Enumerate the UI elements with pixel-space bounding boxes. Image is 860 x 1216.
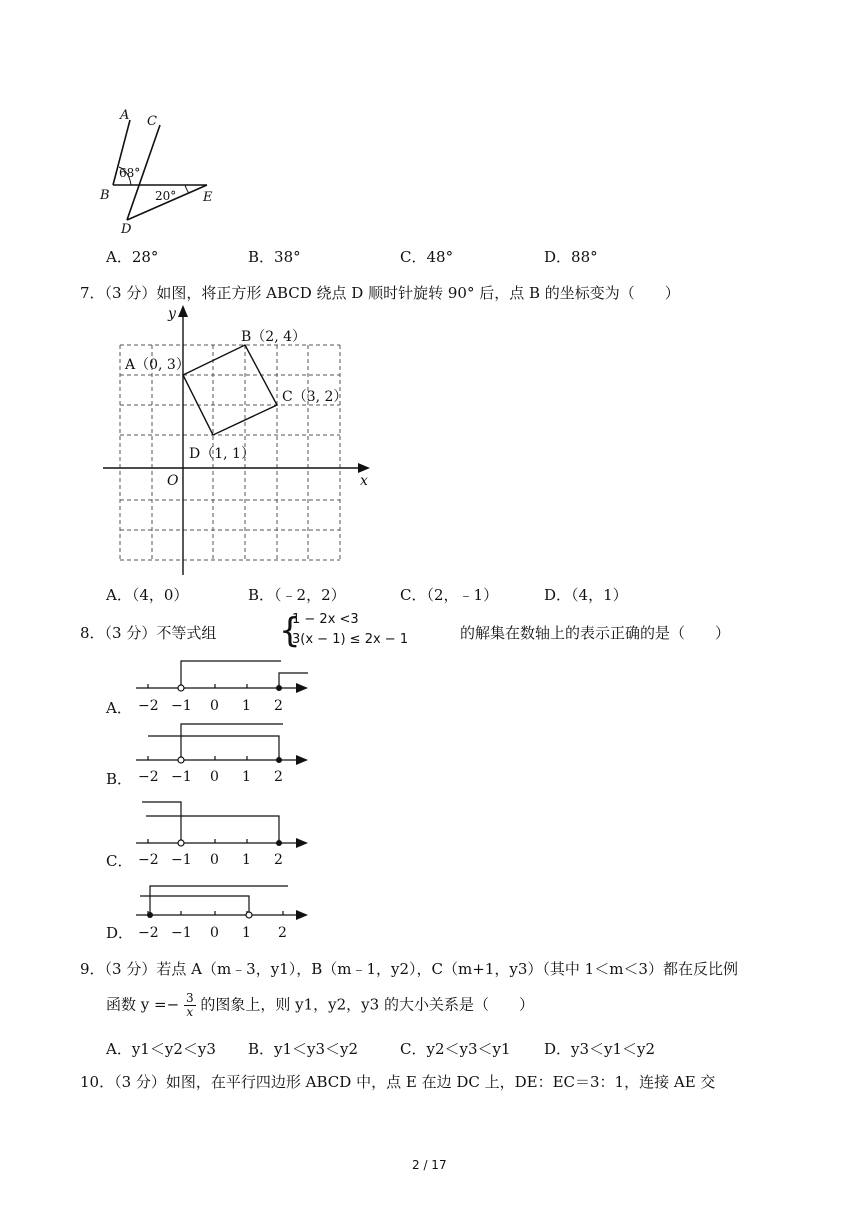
q7-number: 7． [80,284,105,302]
q8-inequality-2: 3(x − 1) ≤ 2x − 1 [292,632,409,647]
q9-line2-suffix: 的图象上，则 y1，y2，y3 的大小关系是（ ） [200,995,534,1014]
tick-label: −2 [138,852,159,868]
tick-label: −2 [138,769,159,785]
angle-figure [95,105,225,240]
tick-label: 0 [210,769,219,785]
tick-label: 1 [242,925,251,941]
q7-option-d[interactable]: D．（4，1） [544,586,628,604]
q10-text: 如图，在平行四边形 ABCD 中，点 E 在边 DC 上，DE：EC＝3：1，连接 AE 交 [165,1073,716,1091]
q8-suffix: 的解集在数轴上的表示正确的是（ ） [460,624,731,642]
angle-68-label: 68° [119,166,141,180]
label-A: A [120,108,130,123]
q6-option-d[interactable]: D．88° [544,248,598,266]
q8-brace: { [279,611,301,651]
tick-label: 0 [210,698,219,714]
point-b-label: B（2, 4） [241,329,307,345]
question-8 [80,622,216,643]
q6-option-a[interactable]: A．28° [106,248,159,266]
question-10 [80,1071,715,1092]
q9-option-c[interactable]: C．y2＜y3＜y1 [400,1040,511,1058]
page-number: 2 / 17 [412,1158,447,1172]
q9-line1: 若点 A（m﹣3，y1），B（m﹣1，y2），C（m+1，y3）（其中 1＜m＜3）都在反比例 [156,960,738,978]
number-line-c[interactable] [128,798,313,868]
tick-label: 2 [274,769,283,785]
q7-score: （3 分） [104,284,157,302]
y-axis-label: y [168,306,176,322]
q9-score: （3 分） [104,960,157,978]
q8-inequality-1: 1 − 2x <3 [292,612,359,627]
q9-number: 9． [80,960,105,978]
tick-label: −2 [138,925,159,941]
point-c-label: C（3, 2） [282,389,348,405]
label-E: E [203,190,213,205]
q8-option-d-letter[interactable]: D． [106,924,134,942]
tick-label: 1 [242,698,251,714]
q7-text: 如图，将正方形 ABCD 绕点 D 顺时针旋转 90° 后，点 B 的坐标变为（ ） [156,284,680,302]
q8-score: （3 分） [104,624,157,642]
q8-number: 8． [80,624,105,642]
coordinate-grid-figure [95,300,385,580]
tick-label: 2 [274,852,283,868]
tick-label: −1 [171,925,192,941]
q9-option-a[interactable]: A．y1＜y2＜y3 [106,1040,216,1058]
number-line-a[interactable] [128,655,313,717]
angle-20-label: 20° [155,189,177,203]
label-B: B [100,188,110,203]
tick-label: −1 [171,698,192,714]
q7-option-b[interactable]: B．（﹣2，2） [248,586,346,604]
q7-option-a[interactable]: A．（4，0） [106,586,189,604]
q9-option-d[interactable]: D．y3＜y1＜y2 [544,1040,656,1058]
q8-option-c-letter[interactable]: C． [106,852,133,870]
q6-option-c[interactable]: C．48° [400,248,454,266]
tick-label: 1 [242,769,251,785]
tick-label: −2 [138,698,159,714]
tick-label: 0 [210,852,219,868]
tick-label: 0 [210,925,219,941]
q8-option-a-letter[interactable]: A． [106,699,132,717]
q8-option-b-letter[interactable]: B． [106,770,133,788]
q10-number: 10． [80,1073,115,1091]
q9-line2-prefix: 函数 y =− [106,995,180,1014]
q9-fraction: $\frac{3}{x}$ [185,991,194,1019]
q6-option-b[interactable]: B．38° [248,248,301,266]
label-D: D [121,222,132,237]
q7-option-c[interactable]: C．（2，﹣1） [400,586,499,604]
tick-label: 1 [242,852,251,868]
q8-prefix: 不等式组 [156,624,217,642]
point-d-label: D（1, 1） [189,446,255,462]
question-9-line1 [80,958,738,979]
number-line-d[interactable] [128,878,313,943]
question-9-line2 [106,992,534,1019]
q10-score: （3 分） [114,1073,166,1091]
q9-option-b[interactable]: B．y1＜y3＜y2 [248,1040,359,1058]
number-line-b[interactable] [128,718,313,786]
point-a-label: A（0, 3） [125,357,190,373]
origin-label: O [167,473,179,489]
tick-label: 2 [278,925,287,941]
tick-label: −1 [171,852,192,868]
x-axis-label: x [360,473,368,489]
tick-label: 2 [274,698,283,714]
tick-label: −1 [171,769,192,785]
label-C: C [147,114,157,129]
